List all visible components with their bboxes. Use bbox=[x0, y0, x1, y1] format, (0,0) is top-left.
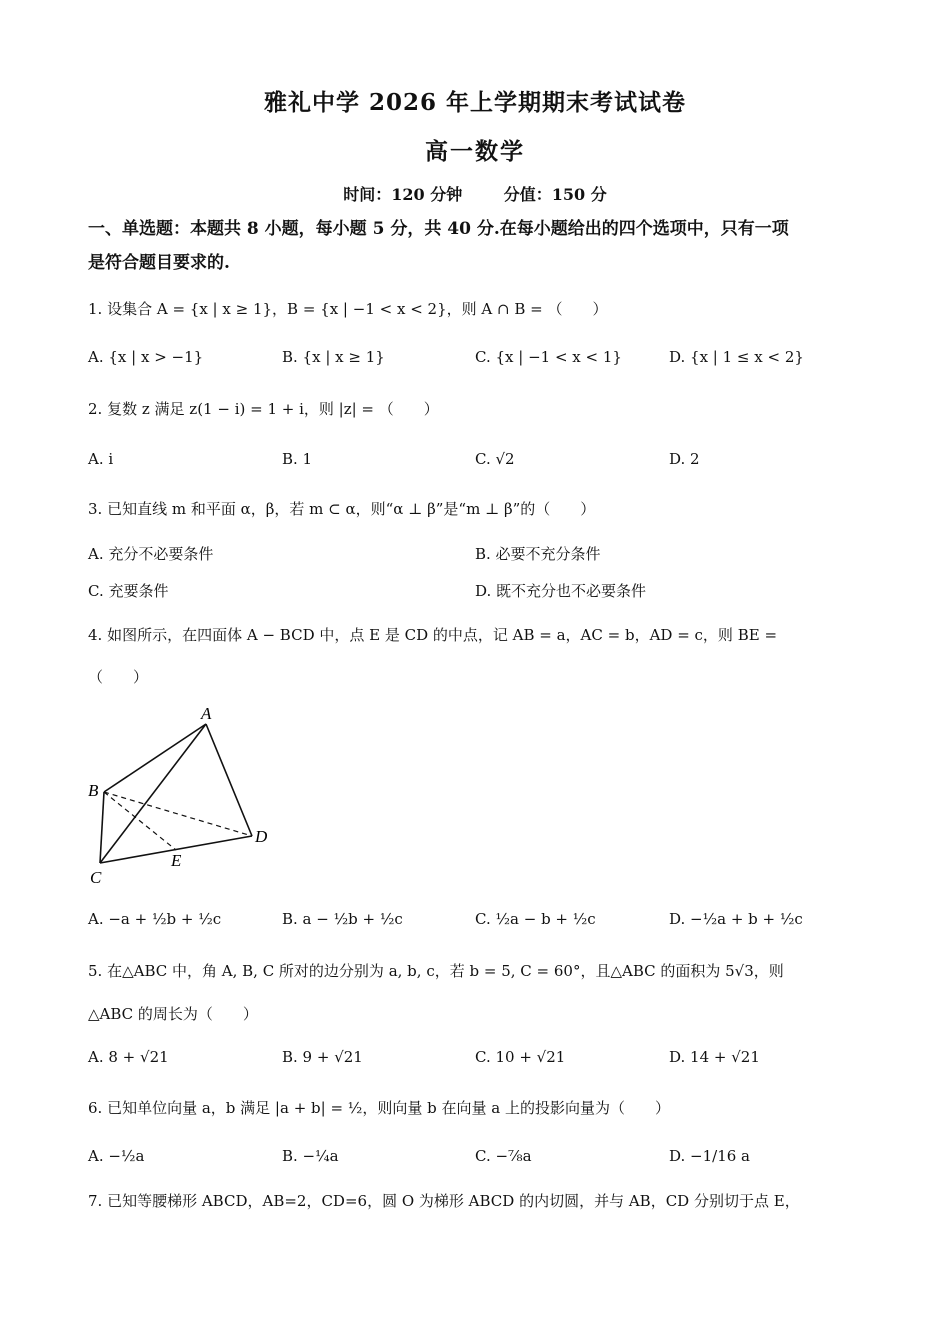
question-1-option-b: B. {x | x ≥ 1} bbox=[282, 348, 385, 366]
question-3-option-a: A. 充分不必要条件 bbox=[88, 545, 214, 563]
question-6-option-b: B. −¼a bbox=[282, 1147, 339, 1165]
tetrahedron-figure bbox=[82, 700, 282, 890]
section-heading-line2: 是符合题目要求的. bbox=[88, 253, 230, 273]
question-4-stem-blank: （ ） bbox=[88, 668, 149, 686]
question-2-option-a: A. i bbox=[88, 450, 114, 468]
question-1-stem: 1. 设集合 A = {x | x ≥ 1}，B = {x | −1 < x < 2}，则 A ∩ B = （ ） bbox=[88, 300, 608, 318]
question-4-option-c: C. ½a − b + ½c bbox=[475, 910, 596, 928]
point-label-e: E bbox=[171, 851, 182, 870]
question-3-option-b: B. 必要不充分条件 bbox=[475, 545, 601, 563]
section-heading bbox=[88, 212, 868, 280]
question-5-stem-line2: △ABC 的周长为（ ） bbox=[88, 1005, 258, 1023]
section-heading-line1: 一、单选题：本题共 8 小题，每小题 5 分，共 40 分.在每小题给出的四个选项中，只有一项 bbox=[88, 219, 789, 239]
time-label: 时间：120 分钟 bbox=[343, 185, 463, 204]
vertex-label-b: B bbox=[88, 781, 99, 800]
question-6-option-d: D. −1/16 a bbox=[669, 1147, 750, 1165]
question-5-option-a: A. 8 + √21 bbox=[88, 1048, 169, 1066]
edge-ac bbox=[100, 724, 206, 863]
question-3-option-c: C. 充要条件 bbox=[88, 582, 169, 600]
edge-ab bbox=[104, 724, 206, 792]
question-1-option-a: A. {x | x > −1} bbox=[88, 348, 204, 366]
question-1-option-c: C. {x | −1 < x < 1} bbox=[475, 348, 622, 366]
question-5-stem: 5. 在△ABC 中，角 A, B, C 所对的边分别为 a, b, c，若 b = 5, C = 60°，且△ABC 的面积为 5√3，则 bbox=[88, 962, 784, 980]
exam-meta bbox=[0, 182, 950, 205]
vertex-label-a: A bbox=[201, 704, 212, 723]
question-2-option-d: D. 2 bbox=[669, 450, 700, 468]
question-3-stem: 3. 已知直线 m 和平面 α，β，若 m ⊂ α，则“α ⊥ β”是“m ⊥ β”的（ ） bbox=[88, 500, 596, 518]
question-5-option-d: D. 14 + √21 bbox=[669, 1048, 760, 1066]
edge-bc bbox=[100, 792, 104, 863]
segment-be-dashed bbox=[104, 792, 176, 850]
question-4-option-a: A. −a + ½b + ½c bbox=[88, 910, 222, 928]
question-2-option-b: B. 1 bbox=[282, 450, 313, 468]
question-5-option-c: C. 10 + √21 bbox=[475, 1048, 566, 1066]
question-7-stem: 7. 已知等腰梯形 ABCD，AB=2，CD=6，圆 O 为梯形 ABCD 的内切圆，并与 AB，CD 分别切于点 E， bbox=[88, 1192, 800, 1210]
question-6-option-a: A. −½a bbox=[88, 1147, 145, 1165]
exam-title: 雅礼中学 2026 年上学期期末考试试卷 bbox=[263, 89, 687, 116]
question-1-option-d: D. {x | 1 ≤ x < 2} bbox=[669, 348, 804, 366]
edge-ad bbox=[206, 724, 252, 836]
vertex-label-d: D bbox=[255, 827, 268, 846]
score-label: 分值：150 分 bbox=[503, 185, 607, 204]
question-4-option-b: B. a − ½b + ½c bbox=[282, 910, 403, 928]
exam-subject: 高一数学 bbox=[425, 138, 525, 165]
question-3-option-d: D. 既不充分也不必要条件 bbox=[475, 582, 647, 600]
question-6-stem: 6. 已知单位向量 a，b 满足 |a + b| = ½，则向量 b 在向量 a 上的投影向量为（ ） bbox=[88, 1099, 670, 1117]
question-5-option-b: B. 9 + √21 bbox=[282, 1048, 363, 1066]
question-6-option-c: C. −⅞a bbox=[475, 1147, 532, 1165]
question-4-option-d: D. −½a + b + ½c bbox=[669, 910, 803, 928]
vertex-label-c: C bbox=[90, 868, 102, 887]
question-2-option-c: C. √2 bbox=[475, 450, 515, 468]
question-4-stem: 4. 如图所示，在四面体 A − BCD 中，点 E 是 CD 的中点，记 AB = a，AC = b，AD = c，则 BE = bbox=[88, 626, 778, 644]
question-2-stem: 2. 复数 z 满足 z(1 − i) = 1 + i，则 |z| = （ ） bbox=[88, 400, 439, 418]
